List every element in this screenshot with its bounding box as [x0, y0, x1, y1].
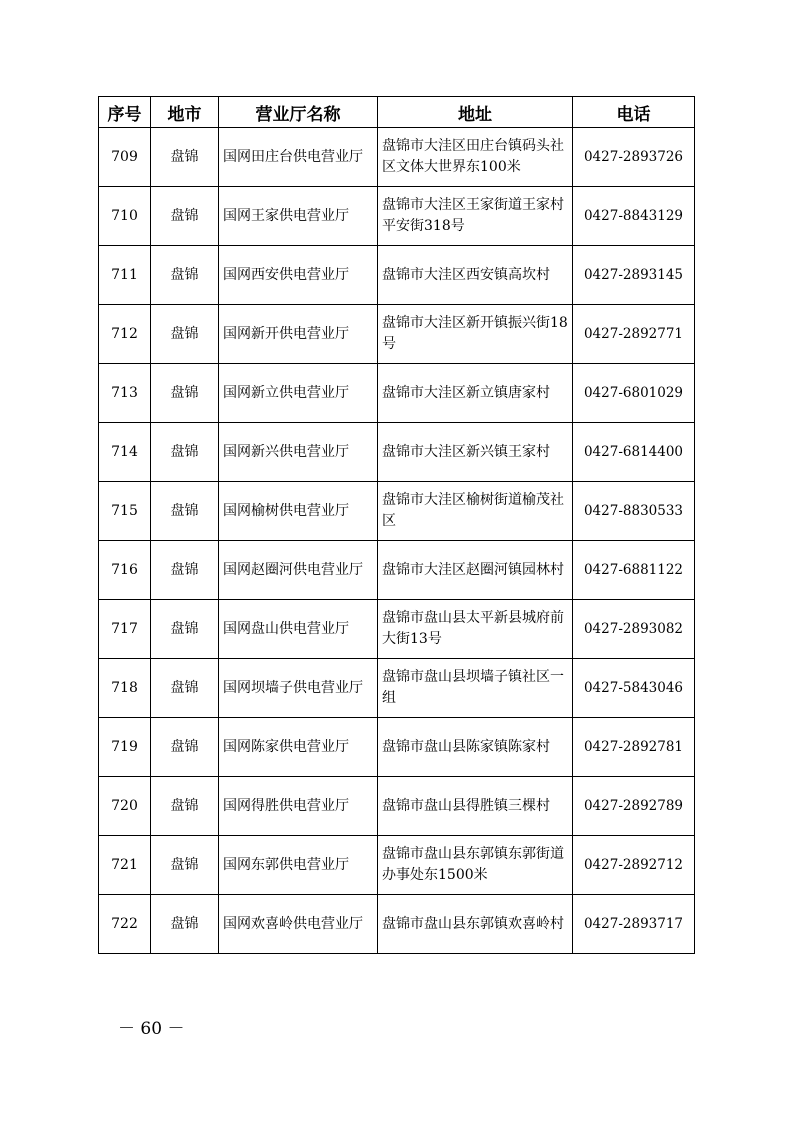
- table-header-row: [99, 97, 695, 128]
- cell-phone: 0427-8843129: [573, 187, 695, 246]
- cell-address: 盘锦市盘山县东郭镇东郭街道办事处东1500米: [378, 836, 573, 895]
- cell-address: 盘锦市盘山县坝墙子镇社区一组: [378, 659, 573, 718]
- table-row: [99, 836, 695, 895]
- cell-city: 盘锦: [151, 600, 219, 659]
- cell-hall-name: 国网得胜供电营业厅: [219, 777, 378, 836]
- cell-city: 盘锦: [151, 246, 219, 305]
- table-body: [99, 128, 695, 954]
- cell-phone: 0427-5843046: [573, 659, 695, 718]
- cell-serial-number: 721: [99, 836, 151, 895]
- cell-city: 盘锦: [151, 423, 219, 482]
- cell-hall-name: 国网欢喜岭供电营业厅: [219, 895, 378, 954]
- cell-serial-number: 714: [99, 423, 151, 482]
- business-hall-table: [98, 96, 695, 954]
- table-row: [99, 423, 695, 482]
- cell-serial-number: 719: [99, 718, 151, 777]
- cell-address: 盘锦市大洼区王家街道王家村平安街318号: [378, 187, 573, 246]
- cell-hall-name: 国网东郭供电营业厅: [219, 836, 378, 895]
- cell-serial-number: 715: [99, 482, 151, 541]
- table-row: [99, 777, 695, 836]
- cell-address: 盘锦市大洼区赵圈河镇园林村: [378, 541, 573, 600]
- cell-city: 盘锦: [151, 128, 219, 187]
- cell-phone: 0427-2892789: [573, 777, 695, 836]
- header-city: 地市: [151, 97, 219, 128]
- cell-serial-number: 710: [99, 187, 151, 246]
- cell-serial-number: 717: [99, 600, 151, 659]
- cell-hall-name: 国网西安供电营业厅: [219, 246, 378, 305]
- cell-serial-number: 712: [99, 305, 151, 364]
- cell-city: 盘锦: [151, 364, 219, 423]
- header-hall-name: 营业厅名称: [219, 97, 378, 128]
- cell-phone: 0427-2892712: [573, 836, 695, 895]
- table-row: [99, 364, 695, 423]
- table-row: [99, 246, 695, 305]
- cell-hall-name: 国网王家供电营业厅: [219, 187, 378, 246]
- cell-serial-number: 718: [99, 659, 151, 718]
- cell-serial-number: 709: [99, 128, 151, 187]
- cell-hall-name: 国网新立供电营业厅: [219, 364, 378, 423]
- cell-address: 盘锦市大洼区新开镇振兴街18号: [378, 305, 573, 364]
- cell-phone: 0427-2893145: [573, 246, 695, 305]
- table-row: [99, 305, 695, 364]
- cell-phone: 0427-2893726: [573, 128, 695, 187]
- cell-serial-number: 711: [99, 246, 151, 305]
- cell-serial-number: 713: [99, 364, 151, 423]
- cell-hall-name: 国网田庄台供电营业厅: [219, 128, 378, 187]
- cell-address: 盘锦市盘山县得胜镇三棵村: [378, 777, 573, 836]
- cell-address: 盘锦市大洼区新兴镇王家村: [378, 423, 573, 482]
- cell-address: 盘锦市大洼区榆树街道榆茂社区: [378, 482, 573, 541]
- header-serial-number: 序号: [99, 97, 151, 128]
- table-row: [99, 541, 695, 600]
- cell-hall-name: 国网陈家供电营业厅: [219, 718, 378, 777]
- cell-city: 盘锦: [151, 777, 219, 836]
- cell-phone: 0427-2892771: [573, 305, 695, 364]
- table-row: [99, 187, 695, 246]
- cell-city: 盘锦: [151, 718, 219, 777]
- cell-hall-name: 国网盘山供电营业厅: [219, 600, 378, 659]
- cell-hall-name: 国网新开供电营业厅: [219, 305, 378, 364]
- cell-phone: 0427-6881122: [573, 541, 695, 600]
- cell-address: 盘锦市盘山县陈家镇陈家村: [378, 718, 573, 777]
- cell-address: 盘锦市大洼区西安镇高坎村: [378, 246, 573, 305]
- cell-hall-name: 国网赵圈河供电营业厅: [219, 541, 378, 600]
- page-number: － 60 －: [118, 1019, 185, 1039]
- table-row: [99, 600, 695, 659]
- cell-city: 盘锦: [151, 187, 219, 246]
- cell-address: 盘锦市盘山县东郭镇欢喜岭村: [378, 895, 573, 954]
- cell-phone: 0427-2893082: [573, 600, 695, 659]
- cell-hall-name: 国网榆树供电营业厅: [219, 482, 378, 541]
- cell-address: 盘锦市盘山县太平新县城府前大街13号: [378, 600, 573, 659]
- header-address: 地址: [378, 97, 573, 128]
- cell-phone: 0427-6814400: [573, 423, 695, 482]
- table-row: [99, 718, 695, 777]
- header-phone: 电话: [573, 97, 695, 128]
- cell-address: 盘锦市大洼区田庄台镇码头社区文体大世界东100米: [378, 128, 573, 187]
- cell-city: 盘锦: [151, 836, 219, 895]
- table-row: [99, 895, 695, 954]
- cell-city: 盘锦: [151, 895, 219, 954]
- table-row: [99, 482, 695, 541]
- cell-address: 盘锦市大洼区新立镇唐家村: [378, 364, 573, 423]
- cell-hall-name: 国网坝墙子供电营业厅: [219, 659, 378, 718]
- table-row: [99, 659, 695, 718]
- cell-serial-number: 722: [99, 895, 151, 954]
- cell-city: 盘锦: [151, 305, 219, 364]
- table-row: [99, 128, 695, 187]
- cell-serial-number: 716: [99, 541, 151, 600]
- cell-phone: 0427-2893717: [573, 895, 695, 954]
- cell-phone: 0427-6801029: [573, 364, 695, 423]
- cell-phone: 0427-2892781: [573, 718, 695, 777]
- business-hall-table-container: [98, 96, 694, 954]
- cell-serial-number: 720: [99, 777, 151, 836]
- cell-phone: 0427-8830533: [573, 482, 695, 541]
- cell-city: 盘锦: [151, 541, 219, 600]
- cell-city: 盘锦: [151, 659, 219, 718]
- cell-city: 盘锦: [151, 482, 219, 541]
- cell-hall-name: 国网新兴供电营业厅: [219, 423, 378, 482]
